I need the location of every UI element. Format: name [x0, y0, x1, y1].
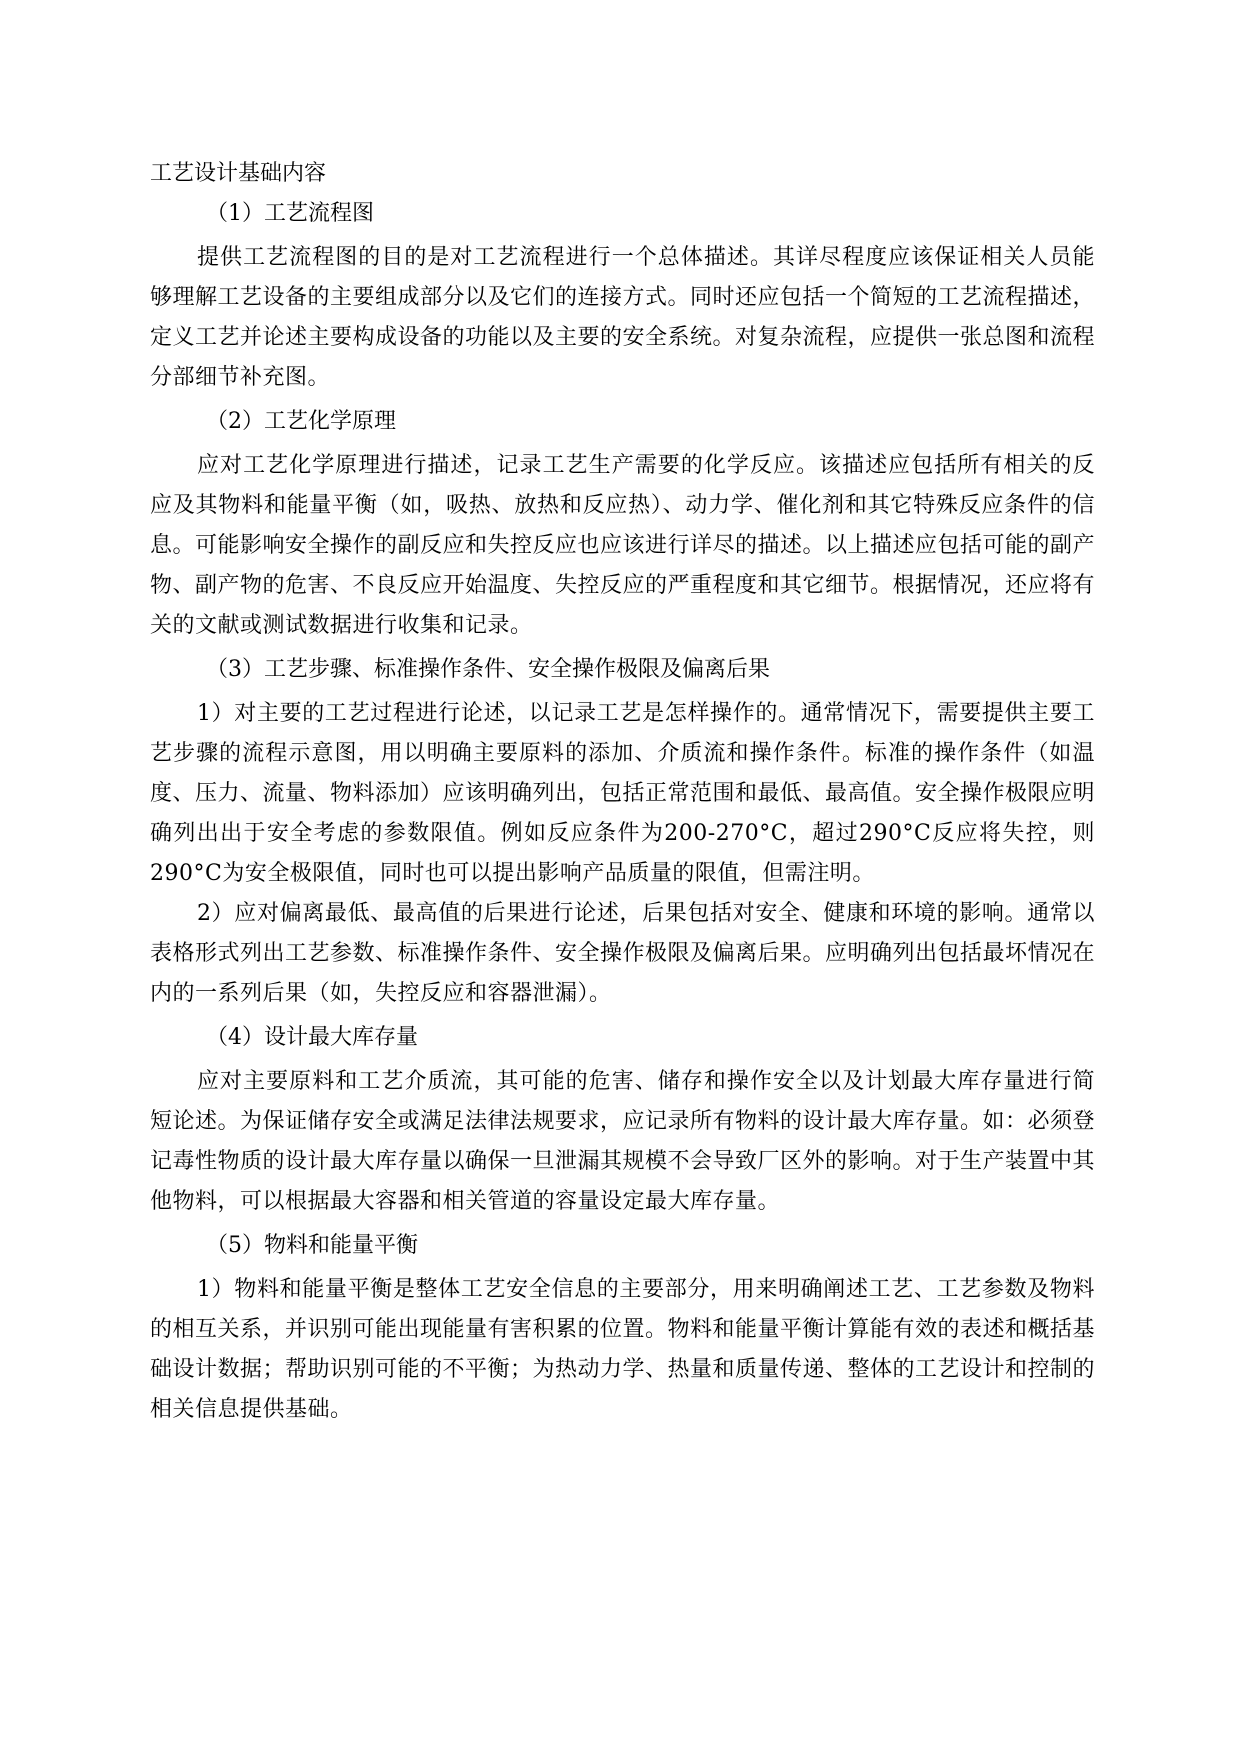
- section-process-chemistry: [150, 406, 1095, 646]
- section-heading: （2）工艺化学原理: [206, 409, 396, 434]
- section-heading: （4）设计最大库存量: [206, 1025, 418, 1050]
- document-page: [150, 158, 1095, 1438]
- section-paragraph: 1）对主要的工艺过程进行论述，以记录工艺是怎样操作的。通常情况下，需要提供主要工艺步骤的流程示意图，用以明确主要原料的添加、介质流和操作条件。标准的操作条件（如温度、压力、流量、物料添加）应该明确列出，包括正常范围和最低、最高值。安全操作极限应明确列出出于安全考虑的参数限值。例如反应条件为200-270°C，超过290°C反应将失控，则290°C为安全极限值，同时也可以提出影响产品质量的限值，但需注明。: [150, 701, 1096, 886]
- section-material-energy-balance: [150, 1230, 1095, 1430]
- section-heading: （1）工艺流程图: [206, 201, 374, 226]
- section-heading: （3）工艺步骤、标准操作条件、安全操作极限及偏离后果: [206, 657, 770, 682]
- section-paragraph: 2）应对偏离最低、最高值的后果进行论述，后果包括对安全、健康和环境的影响。通常以表格形式列出工艺参数、标准操作条件、安全操作极限及偏离后果。应明确列出包括最坏情况在内的一系列后果（如，失控反应和容器泄漏）。: [150, 901, 1096, 1006]
- section-max-inventory: [150, 1022, 1095, 1222]
- section-paragraph: 1）物料和能量平衡是整体工艺安全信息的主要部分，用来明确阐述工艺、工艺参数及物料的相互关系，并识别可能出现能量有害积累的位置。物料和能量平衡计算能有效的表述和概括基础设计数据；帮助识别可能的不平衡；为热动力学、热量和质量传递、整体的工艺设计和控制的相关信息提供基础。: [150, 1277, 1096, 1422]
- section-process-flow-diagram: [150, 198, 1095, 398]
- section-paragraph: 提供工艺流程图的目的是对工艺流程进行一个总体描述。其详尽程度应该保证相关人员能够理解工艺设备的主要组成部分以及它们的连接方式。同时还应包括一个简短的工艺流程描述，定义工艺并论述主要构成设备的功能以及主要的安全系统。对复杂流程，应提供一张总图和流程分部细节补充图。: [150, 245, 1096, 390]
- section-heading: （5）物料和能量平衡: [206, 1233, 418, 1258]
- section-operating-limits: [150, 654, 1095, 1014]
- section-paragraph: 应对主要原料和工艺介质流，其可能的危害、储存和操作安全以及计划最大库存量进行简短论述。为保证储存安全或满足法律法规要求，应记录所有物料的设计最大库存量。如：必须登记毒性物质的设计最大库存量以确保一旦泄漏其规模不会导致厂区外的影响。对于生产装置中其他物料，可以根据最大容器和相关管道的容量设定最大库存量。: [150, 1069, 1096, 1214]
- section-paragraph: 应对工艺化学原理进行描述，记录工艺生产需要的化学反应。该描述应包括所有相关的反应及其物料和能量平衡（如，吸热、放热和反应热）、动力学、催化剂和其它特殊反应条件的信息。可能影响安全操作的副反应和失控反应也应该进行详尽的描述。以上描述应包括可能的副产物、副产物的危害、不良反应开始温度、失控反应的严重程度和其它细节。根据情况，还应将有关的文献或测试数据进行收集和记录。: [150, 453, 1096, 638]
- document-title: 工艺设计基础内容: [150, 161, 327, 186]
